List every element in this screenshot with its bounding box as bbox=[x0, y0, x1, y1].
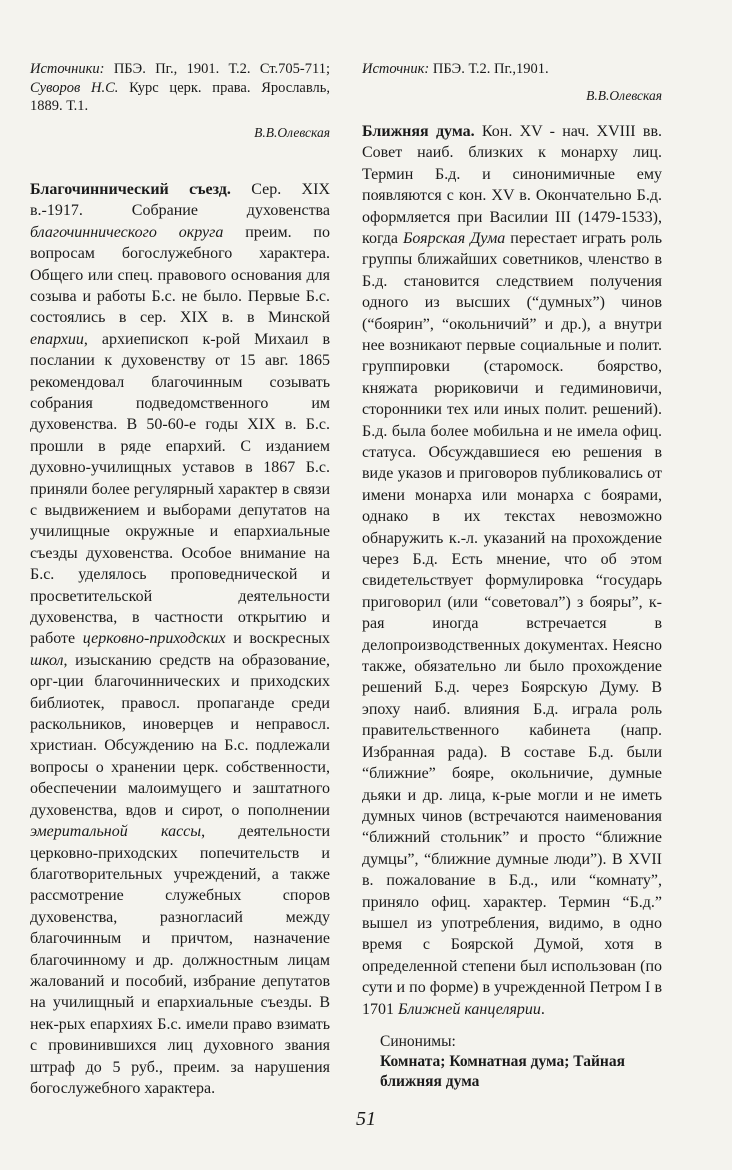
source-text-tail: Курс церк. права. Ярославль, 1889. Т.1. bbox=[30, 79, 330, 114]
source-text: ПБЭ. Т.2. Пг.,1901. bbox=[429, 61, 549, 77]
author-signature: В.В.Олевская bbox=[254, 124, 330, 140]
entry-title: Благочиннический съезд. bbox=[30, 180, 231, 198]
entry-title: Ближняя дума. bbox=[362, 122, 475, 140]
source-label: Источник: bbox=[362, 61, 430, 77]
right-sources bbox=[362, 60, 662, 79]
right-column bbox=[362, 60, 662, 1092]
source-text: ПБЭ. Пг., 1901. Т.2. Ст.705-711; bbox=[104, 61, 330, 77]
left-column bbox=[30, 60, 330, 1099]
left-sources bbox=[30, 60, 330, 116]
source-author-ref: Суворов Н.С. bbox=[30, 79, 119, 96]
synonyms-block bbox=[362, 1032, 662, 1092]
entry-blagochinnichesky-sezd: Благочиннический съезд. Сер. XIX в.-1917. Собрание духовенства благочиннического округа преим. по вопросам богослужебного характера. Общего или спец. правового основания для созыва и работы Б.с. не было. Первые Б.с. состоялись в сер. XIX в. в Минской епархии, архиепископ к-рой Михаил в послании к духовенству от 15 авг. 1865 рекомендовал благочинным созывать собрания подведомственного им духовенства. В 50-60-е годы XIX в. Б.с. прошли в ряде епархий. С изданием духовно-училищных уставов в 1867 Б.с. приняли более регулярный характер в связи с выдвижением и выборами депутатов на училищные окружные и епархиальные съезды духовенства. Особое внимание на Б.с. уделялось проповеднической и просветительской деятельности духовенства, в частности открытию и работе церковно-приходских и воскресных школ, изысканию средств на образование, орг-ции благочиннических и приходских библиотек, правосл. пропаганде среди раскольников, иноверцев и неправосл. христиан. Обсуждению на Б.с. подлежали вопросы о хранении церк. собственности, обеспечении малоимущего и заштатного духовенства, вдов и сирот, о пополнении эмеритальной кассы, деятельности церковно-приходских попечительств и благотворительных учреждений, а также рассмотрение служебных споров духовенства, разногласий между благочинным и причтом, назначение благочинному и др. должностным лицам жалований и пособий, избрание депутатов на училищный и епархиальные съезды. В нек-рых епархиях Б.с. имели право взимать с провинившихся лиц духовного звания штраф до 5 руб., преим. за нарушения богослужебного характера. bbox=[30, 180, 331, 1097]
source-label: Источники: bbox=[30, 61, 105, 77]
page-number: 51 bbox=[356, 1108, 376, 1130]
author-signature: В.В.Олевская bbox=[586, 87, 662, 103]
synonyms-values: Комната; Комнатная дума; Тайная ближняя дума bbox=[380, 1052, 625, 1090]
entry-blizhnyaya-duma: Ближняя дума. Кон. XV - нач. XVIII вв. Совет наиб. близких к монарху лиц. Термин Б.д. и синонимичные ему появляются с кон. XV в. Окончательно Б.д. оформляется при Василии III (1479-1533), когда Боярская Дума перестает играть роль группы ближайших советников, членство в Б.д. становится следствием получения одного из высших (“думных”) чинов (“боярин”, “окольничий” и др.), а внутри нее возникают первые социальные и полит. группировки (старомоск. боярство, княжата рюриковичи и гедиминовичи, сторонники тех или иных полит. решений). Б.д. была более мобильна и не имела офиц. статуса. Обсуждавшиеся ею решения в виде указов и приговоров публиковались от имени монарха или монарха с боярами, однако в их текстах невозможно обнаружить к.-л. указаний на прохождение через Б.д. Есть мнение, что об этом свидетельствует формулировка “государь приговорил (или “советовал”) з бояры”, к-рая иногда встречается в делопроизводственных документах. Неясно также, обязательно ли было прохождение решений Б.д. через Боярскую Думу. В эпоху наиб. влияния Б.д. играла роль правительственного кабинета (напр. Избранная рада). В составе Б.д. были “ближние” бояре, окольничие, думные дьяки и др. лица, к-рые могли и не иметь думных чинов (встречаются наименования “ближний стольник” и просто “ближние думцы”, “ближние думные люди”). В XVII в. пожалование в Б.д., или “комнату”, приняло офиц. характер. Термин “Б.д.” вышел из употребления, видимо, в одно время с Боярской Думой, хотя в определенной степени был использован (по сути и по форме) в учрежденной Петром I в 1701 Ближней канцелярии. bbox=[362, 122, 663, 1018]
synonyms-label: Синонимы: bbox=[380, 1032, 456, 1050]
